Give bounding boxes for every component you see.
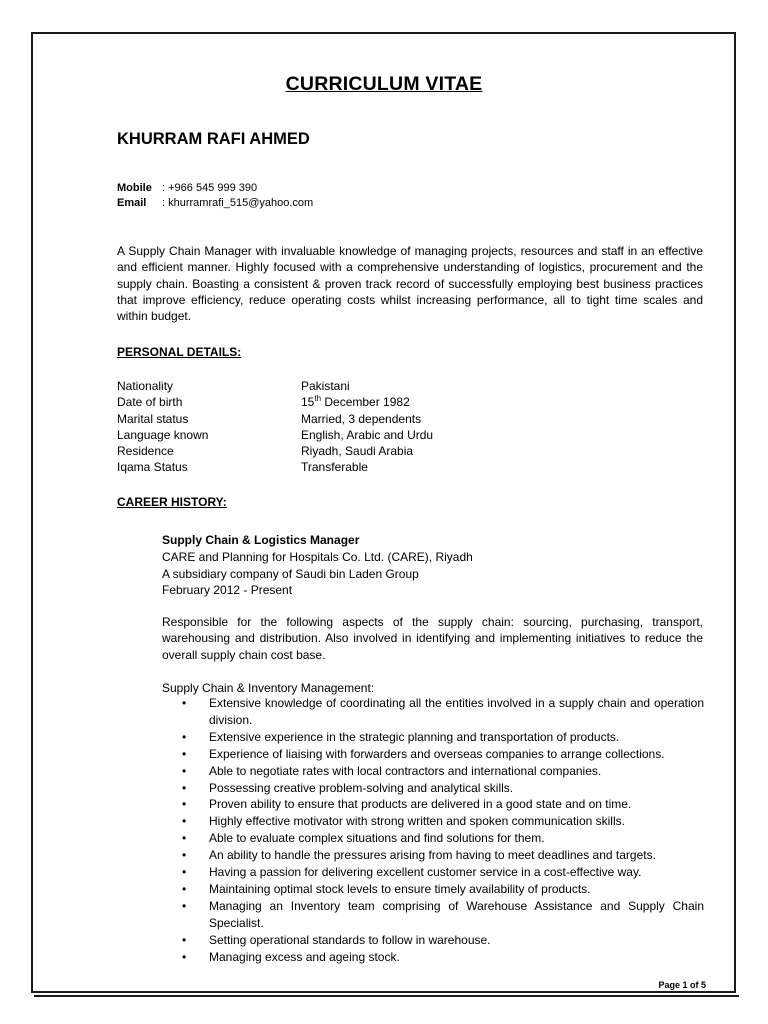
list-item-text: Experience of liaising with forwarders and overseas companies to arrange collections. — [209, 746, 665, 761]
mobile-value: : +966 545 999 390 — [162, 182, 258, 194]
page-number: Page 1 of 5 — [658, 980, 706, 990]
list-item — [182, 695, 704, 729]
candidate-name: KHURRAM RAFI AHMED — [117, 130, 310, 148]
marital-value: Married, 3 dependents — [301, 412, 422, 426]
skills-list — [182, 695, 704, 966]
residence-label: Residence — [117, 444, 174, 458]
nationality-label: Nationality — [117, 379, 174, 393]
bullet-icon: • — [182, 932, 187, 947]
list-item-text: Possessing creative problem-solving and analytical skills. — [209, 780, 514, 795]
list-item-text: Able to negotiate rates with local contractors and international companies. — [209, 763, 602, 778]
bullet-icon: • — [182, 898, 187, 913]
list-item-text: Extensive knowledge of coordinating all the entities involved in a supply chain and operation division. — [209, 696, 704, 727]
list-item — [182, 949, 704, 966]
marital-label: Marital status — [117, 412, 189, 426]
language-label: Language known — [117, 428, 209, 442]
responsibility-paragraph: Responsible for the following aspects of the supply chain: sourcing, purchasing, transport, warehousing and distribution. Also involved in identifying and implementing initiatives to reduce the overall supply chain cost base. — [162, 615, 703, 662]
dob-day: 15 — [301, 395, 315, 409]
list-item — [182, 932, 704, 949]
list-item — [182, 813, 704, 830]
email-label: Email — [117, 197, 147, 209]
list-item — [182, 830, 704, 847]
iqama-value: Transferable — [301, 460, 368, 474]
list-item — [182, 796, 704, 813]
list-item-text: Proven ability to ensure that products are delivered in a good state and on time. — [209, 797, 632, 812]
bullet-icon: • — [182, 746, 187, 761]
list-item-text: Managing excess and ageing stock. — [209, 949, 400, 964]
bullet-icon: • — [182, 780, 187, 795]
bullet-icon: • — [182, 848, 187, 863]
list-item-text: Able to evaluate complex situations and find solutions for them. — [209, 831, 545, 846]
nationality-value: Pakistani — [301, 379, 350, 393]
company-name: CARE and Planning for Hospitals Co. Ltd. (CARE), Riyadh — [162, 550, 473, 564]
job-title: Supply Chain & Logistics Manager — [162, 533, 360, 547]
dob-month-year: December 1982 — [321, 395, 410, 409]
list-item — [182, 898, 704, 932]
list-item — [182, 746, 704, 763]
list-item — [182, 864, 704, 881]
inventory-subheading: Supply Chain & Inventory Management: — [162, 681, 375, 695]
personal-details-heading: PERSONAL DETAILS: — [117, 345, 242, 359]
list-item — [182, 847, 704, 864]
dob-suffix: th — [314, 394, 322, 403]
list-item-text: Highly effective motivator with strong written and spoken communication skills. — [209, 814, 625, 829]
email-value[interactable]: : khurramrafi_515@yahoo.com — [162, 197, 314, 209]
summary-paragraph: A Supply Chain Manager with invaluable knowledge of managing projects, resources and staff in an effective and efficient manner. Highly focused with a comprehensive understanding of logistics, procurement and the supply chain. Boasting a consistent & proven track record of successfully employing best business practices that improve efficiency, reduce operating costs whilst increasing performance, all to tight time scales and within budget. — [117, 244, 703, 324]
list-item-text: Managing an Inventory team comprising of Warehouse Assistance and Supply Chain Specialist. — [209, 898, 704, 930]
mobile-label: Mobile — [117, 182, 152, 194]
residence-value: Riyadh, Saudi Arabia — [301, 444, 414, 458]
bullet-icon: • — [182, 831, 187, 846]
employment-dates: February 2012 - Present — [162, 583, 293, 597]
bullet-icon: • — [182, 881, 187, 896]
dob-value — [301, 394, 410, 410]
company-subsidiary: A subsidiary company of Saudi bin Laden Group — [162, 567, 419, 581]
iqama-label: Iqama Status — [117, 460, 188, 474]
list-item-text: Setting operational standards to follow in warehouse. — [209, 932, 491, 947]
dob-label: Date of birth — [117, 395, 183, 409]
list-item-text: Extensive experience in the strategic planning and transportation of products. — [209, 729, 620, 744]
list-item-text: Maintaining optimal stock levels to ensure timely availability of products. — [209, 881, 591, 896]
list-item-text: Having a passion for delivering excellent customer service in a cost-effective way. — [209, 865, 642, 880]
document-title: CURRICULUM VITAE — [285, 73, 483, 95]
list-item — [182, 881, 704, 898]
bullet-icon: • — [182, 797, 187, 812]
bullet-icon: • — [182, 949, 187, 964]
list-item — [182, 763, 704, 780]
list-item — [182, 780, 704, 797]
list-item-text: An ability to handle the pressures arising from having to meet deadlines and targets. — [209, 848, 656, 863]
bullet-icon: • — [182, 865, 187, 880]
career-history-heading: CAREER HISTORY: — [117, 495, 227, 509]
bullet-icon: • — [182, 729, 187, 744]
bullet-icon: • — [182, 763, 187, 778]
bullet-icon: • — [182, 696, 187, 710]
language-value: English, Arabic and Urdu — [301, 428, 434, 442]
bullet-icon: • — [182, 814, 187, 829]
list-item — [182, 729, 704, 746]
